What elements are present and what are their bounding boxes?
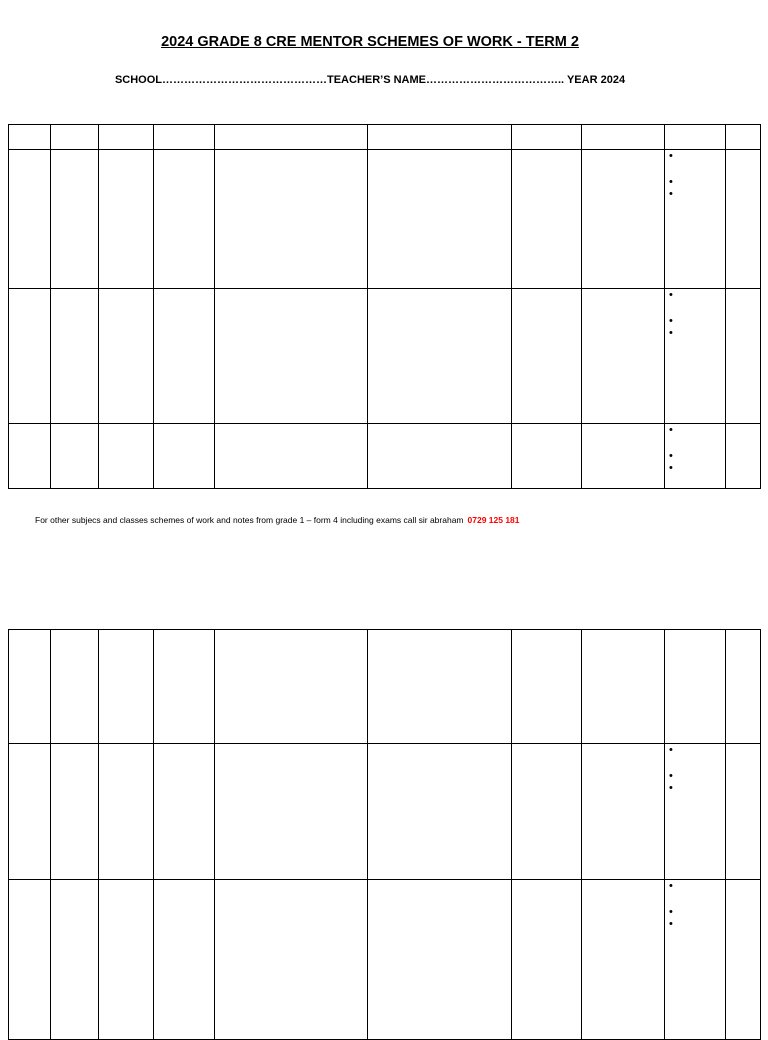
table-row xyxy=(9,150,761,289)
bullet-point: • xyxy=(669,188,673,200)
bullet-cell xyxy=(665,424,726,489)
header-cell xyxy=(9,125,51,150)
table-row xyxy=(9,880,761,1040)
header-cell xyxy=(368,125,512,150)
table-row xyxy=(9,424,761,489)
bullet-point: • xyxy=(669,150,673,162)
header-cell xyxy=(512,125,582,150)
footer-phone-number: 0729 125 181 xyxy=(467,515,520,525)
bullet-point: • xyxy=(669,744,673,756)
bullet-point: • xyxy=(669,770,673,782)
bullet-cell xyxy=(665,880,726,1040)
bullet-point: • xyxy=(669,906,673,918)
header-cell xyxy=(665,125,726,150)
bullet-point: • xyxy=(669,176,673,188)
bullet-point: • xyxy=(669,462,673,474)
header-cell xyxy=(726,125,761,150)
header-cell xyxy=(582,125,665,150)
bullet-point: • xyxy=(669,315,673,327)
table-row xyxy=(9,630,761,744)
school-teacher-year-line: SCHOOL………………………………………TEACHER’S NAME……………………………….. YEAR 2024 xyxy=(114,74,626,86)
table-row xyxy=(9,744,761,880)
bullet-point: • xyxy=(669,327,673,339)
bullet-cell xyxy=(665,744,726,880)
header-cell xyxy=(99,125,154,150)
bullet-point: • xyxy=(669,424,673,436)
footer-note xyxy=(35,515,520,525)
bullet-point: • xyxy=(669,782,673,794)
bullet-cell xyxy=(665,289,726,424)
bullet-point: • xyxy=(669,450,673,462)
table-header-row xyxy=(9,125,761,150)
footer-text: For other subjecs and classes schemes of work and notes from grade 1 – form 4 including exams call sir abraham xyxy=(35,515,464,525)
scheme-table-1 xyxy=(8,124,761,489)
bullet-point: • xyxy=(669,918,673,930)
bullet-cell xyxy=(665,150,726,289)
scheme-table-2 xyxy=(8,629,761,1040)
document-title: 2024 GRADE 8 CRE MENTOR SCHEMES OF WORK - TERM 2 xyxy=(161,34,579,50)
header-cell xyxy=(51,125,99,150)
header-cell xyxy=(215,125,368,150)
table-row xyxy=(9,289,761,424)
header-cell xyxy=(154,125,215,150)
bullet-point: • xyxy=(669,880,673,892)
bullet-point: • xyxy=(669,289,673,301)
